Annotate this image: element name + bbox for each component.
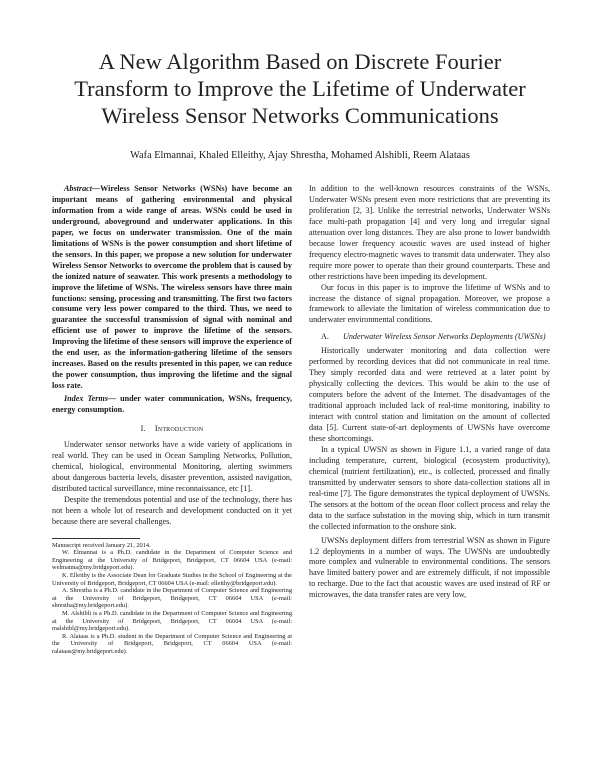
section-heading bbox=[52, 424, 292, 435]
index-terms-label: Index Terms bbox=[64, 394, 108, 404]
section-number: I. bbox=[140, 424, 146, 434]
paper-title bbox=[40, 48, 560, 129]
body-paragraph: Our focus in this paper is to improve the lifetime of WSNs and to increase the distance of signal propagation. Moreover, we propose a framework to alleviate the limitation of wireless communication due to underwater environmental conditions. bbox=[309, 282, 550, 325]
footnote-author: M. Alshibli is a Ph.D. candidate in the Department of Computer Science and Engineering at the University of Bridgeport, Bridgeport, CT 06604 USA (e-mail: malshibl@my.bridgeport.edu). bbox=[52, 609, 292, 633]
intro-paragraph: Underwater sensor networks have a wide variety of applications in real world. They can be used in Ocean Sampling Networks, Pollution, chemical, biological, environmental Monitoring, alerting swimmers about dangerous bacteria levels, disaster prevention, assisted navigation, distributed tactical surveillance, mine reconnaissance, etc [1]. bbox=[52, 439, 292, 493]
left-column bbox=[52, 184, 292, 656]
footnote-received: Manuscript received January 21, 2014. bbox=[52, 541, 151, 549]
section-title: Introduction bbox=[154, 424, 204, 434]
footnote-author: W. Elmannai is a Ph.D. candidate in the Department of Computer Science and Engineering at the University of Bridgeport, Bridgeport, CT 06604 USA (e-mail: welmanna@my.bridgeport.edu). bbox=[52, 549, 292, 572]
footnote-author: K. Elleithy is the Associate Dean for Graduate Studies in the School of Engineering at the University of Bridgeport, Bridgeport, CT 06604 USA (e-mail: elleithy@bridgeport.edu). bbox=[52, 571, 292, 587]
body-paragraph: In a typical UWSN as shown in Figure 1.1, a varied range of data including temperature, current, biological (ecosystem productivity), chemical (nutrient fertilization), etc., is collected, processed and finally transmitted by underwater sensors to shore data-collection stations all in real-time [7]. The figure demonstrates the typical deployment of UWSNs. The sensors at the bottom of the ocean floor collect process and relay the data to the surface substation in the moving ship, which in turn transmit the collected information to the onshore sink. bbox=[309, 444, 550, 531]
body-paragraph: In addition to the well-known resources constraints of the WSNs, Underwater WSNs present even more restrictions that are preventing its proliferation [2, 3]. Unlike the terrestrial networks, Underwater WSNs face multi-path propagation [4] and very long and irregular signal attenuation over long distances. They are also prone to lower bandwidth because lower frequency acoustic waves are used instead of higher frequency electro-magnetic waves to transmit data underwater. They also require more power to operate than their ground counterparts. These and other restrictions have been impeding its development. bbox=[309, 184, 550, 281]
subsection-title: Underwater Wireless Sensor Networks Deployments (UWSNs) bbox=[343, 332, 546, 342]
footnote-author: R. Alataas is a Ph.D. student in the Department of Computer Science and Engineering at the University of Bridgeport, Bridgeport, CT 06604 USA (e-mail: ralataas@my.bridgeport.edu). bbox=[52, 632, 292, 655]
index-terms bbox=[52, 394, 292, 416]
index-terms-text: — under water communication, WSNs, frequency, energy consumption. bbox=[52, 394, 292, 415]
abstract-text: —Wireless Sensor Networks (WSNs) have become an important means of gathering environmental and physical information from a wide range of areas. WSNs could be used in underground, aboveground and underwater applications. In this paper, we focus on underwater transmission. One of the main limitations of WSNs is the power consumption and short lifetime of the sensors. In this paper, we propose a new solution for underwater Wireless Sensor Networks to overcome the problem that is caused by the ionized nature of seawater. This work presents a methodology to improve the lifetime of WSNs. The wireless sensors have three main functions: sensing, processing and transmitting. The first two factors consume very less power compared to the third. Thus, we need to guarantee the successful transmission of signal with nominal and efficient use of power to improve the lifetime of the sensors. Improving the lifetime of these sensors will improve the experience of the end user, as the information-gathering lifetime of the sensors increases. Based on the results presented in this paper, we can reduce the power consumption, thus improving the lifetime and the signal loss rate. bbox=[52, 184, 292, 391]
body-paragraph: UWSNs deployment differs from terrestrial WSN as shown in Figure 1.2 deployments in a number of ways. The UWSNs are undoubtedly more complex and vulnerable to environmental conditions. The sensors have limited battery power and are extremely difficult, if not impossible to recharge. Due to the fact that acoustic waves are used instead of RF or microwaves, the data transfer rates are very low, bbox=[309, 535, 550, 600]
abstract-label: Abstract bbox=[64, 184, 92, 193]
right-column bbox=[309, 184, 550, 601]
title-line: Wireless Sensor Networks Communications bbox=[101, 103, 499, 128]
author-list: Wafa Elmannai, Khaled Elleithy, Ajay Shrestha, Mohamed Alshibli, Reem Alataas bbox=[130, 150, 470, 161]
intro-paragraph: Despite the tremendous potential and use of the technology, there has not been a whole lot of research and development conducted on it yet because there are several challenges. bbox=[52, 494, 292, 526]
abstract bbox=[52, 184, 292, 392]
title-line: Transform to Improve the Lifetime of Underwater bbox=[74, 76, 526, 101]
footnote-author: A. Shrestha is a Ph.D. candidate in the Department of Computer Science and Engineering at the University of Bridgeport, Bridgeport, CT 06604 USA (e-mail: shrestha@my.bridgeport.edu). bbox=[52, 587, 292, 610]
title-line: A New Algorithm Based on Discrete Fourier bbox=[98, 49, 502, 74]
subsection-heading bbox=[321, 332, 550, 343]
subsection-letter: A. bbox=[321, 332, 329, 342]
footnote-separator bbox=[52, 538, 140, 539]
body-paragraph: Historically underwater monitoring and data collection were performed by recording devices that did not communicate in real time. They simply recorded data and were retrieved at a later point by physically collecting the devices. This would be akin to the use of computers before the advent of the Internet. The disadvantages of the traditional approach included lack of real-time monitoring, inability to interact with control station and limitation on the amount of collected data [5]. Current state-of-art deployments of UWSNs have overcome these shortcomings. bbox=[309, 346, 550, 443]
